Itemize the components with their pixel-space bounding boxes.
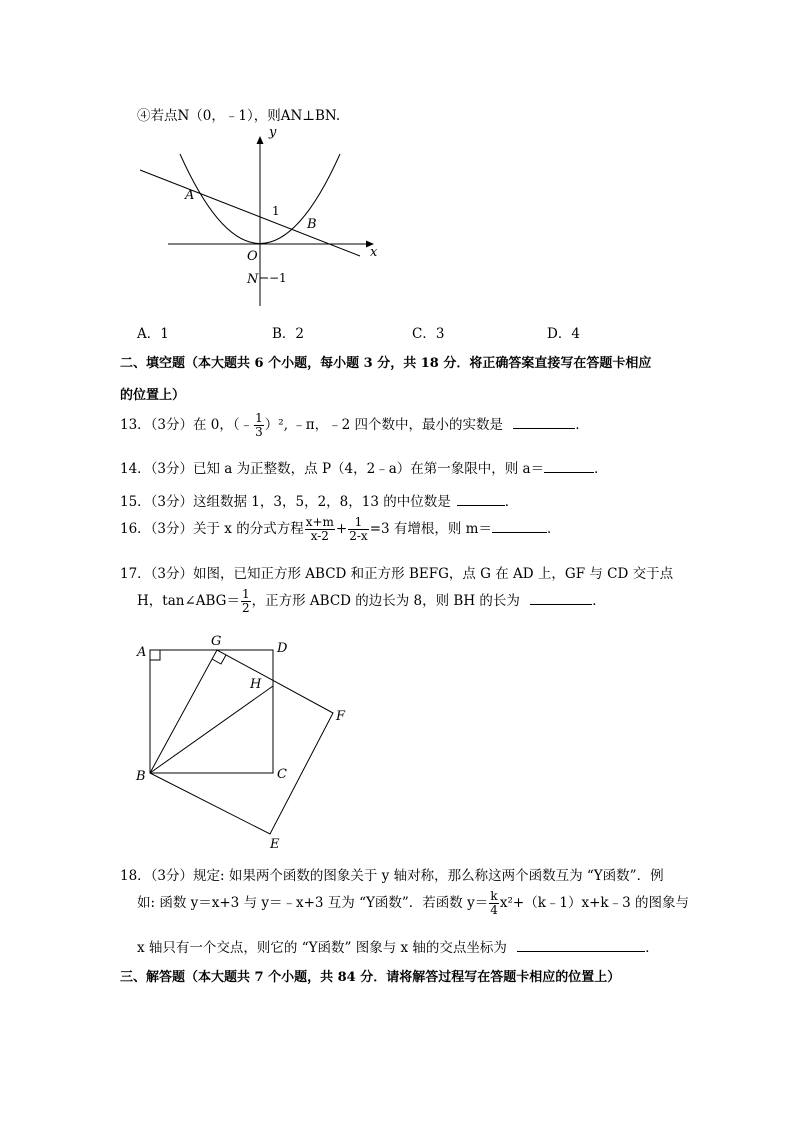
point-n-label: N (247, 272, 259, 287)
q13-prefix: 13．（3分）在 0，（﹣ (120, 417, 254, 433)
q16-f1-num: x+m (305, 515, 334, 529)
question-16 (120, 516, 561, 543)
q16-f2-num: 1 (348, 516, 368, 530)
q17-fraction (241, 588, 251, 615)
q13-frac-num: 1 (255, 411, 263, 425)
q17-line2-prefix: H，tan∠ABG＝ (137, 593, 240, 609)
tick-one-label: 1 (272, 204, 280, 218)
q16-end: ． (547, 521, 561, 537)
question-18-line3 (137, 936, 659, 956)
segment-bh (150, 686, 273, 773)
q13-fraction (254, 412, 264, 439)
option-d: D．4 (547, 326, 580, 342)
q13-end: ． (575, 417, 589, 433)
y-label: y (269, 128, 277, 140)
label-e: E (270, 837, 280, 852)
q18-frac-den: 4 (490, 903, 498, 917)
q17-line1: 17．（3分）如图，已知正方形 ABCD 和正方形 BEFG，点 G 在 AD 上，GF 与 CD 交于点 (120, 566, 674, 582)
label-d: D (277, 641, 288, 656)
q17-frac-num: 1 (241, 587, 250, 601)
q13-frac-den: 3 (255, 425, 263, 439)
q17-end: ． (592, 593, 606, 609)
label-g: G (211, 634, 222, 649)
label-b: B (136, 769, 146, 784)
section3-heading: 三、解答题（本大题共 7 个小题，共 84 分．请将解答过程写在答题卡相应的位置上） (120, 970, 621, 985)
option-b: B．2 (272, 326, 305, 342)
answer-blank-14[interactable] (544, 460, 594, 473)
q17-line2-suffix: ，正方形 ABCD 的边长为 8，则 BH 的长为 (251, 593, 520, 609)
label-c: C (277, 767, 287, 782)
y-axis-arrow (257, 136, 264, 144)
q16-fraction-1 (305, 516, 335, 543)
x-label: x (370, 245, 378, 260)
right-angle-a (150, 650, 160, 660)
label-h: H (250, 677, 262, 692)
tick-neg-one-label: −1 (269, 271, 287, 285)
question-14 (120, 457, 608, 477)
squares-figure (130, 630, 360, 855)
option-c: C．3 (412, 326, 445, 342)
point-b-label: B (307, 217, 317, 232)
square-befg (150, 650, 333, 834)
section2-heading-line2: 的位置上） (120, 388, 186, 403)
q18-line1: 18．（3分）规定: 如果两个函数的图象关于 y 轴对称，那么称这两个函数互为 “Y函数”．例 (120, 868, 664, 884)
q16-f1-den: x-2 (310, 529, 329, 543)
q16-plus: + (335, 521, 348, 537)
q16-prefix: 16．（3分）关于 x 的分式方程 (120, 521, 304, 537)
label-f: F (336, 709, 346, 724)
line-ab (140, 170, 360, 256)
answer-blank-16[interactable] (492, 520, 547, 533)
parabola-graph (130, 128, 390, 313)
q18-line2-prefix: 如: 函数 y＝x+3 与 y＝﹣x+3 互为 “Y函数”．若函数 y＝ (137, 895, 489, 911)
question-17-line2 (137, 588, 606, 615)
q16-f2-den: 2-x (349, 529, 368, 543)
square-abcd (150, 650, 273, 773)
answer-blank-13[interactable] (513, 416, 575, 429)
q18-end: ． (645, 940, 659, 956)
question-15 (120, 490, 518, 510)
section2-heading-line1: 二、填空题（本大题共 6 个小题，每小题 3 分，共 18 分．将正确答案直接写在答题卡相应 (120, 356, 652, 371)
q16-suffix: =3 有增根，则 m＝ (369, 521, 492, 537)
q18-fraction (489, 890, 499, 917)
q18-frac-num: k (490, 889, 498, 903)
question-18-line2 (137, 890, 689, 917)
label-a: A (137, 645, 147, 660)
q14-end: ． (594, 461, 608, 477)
q18-line2-suffix: x²+（k﹣1）x+k﹣3 的图象与 (499, 895, 689, 911)
origin-label: O (247, 249, 258, 264)
q15-text: 15．（3分）这组数据 1，3，5，2，8，13 的中位数是 (120, 494, 451, 510)
q17-frac-den: 2 (241, 601, 250, 615)
question-13 (120, 412, 589, 439)
q12-statement: ④若点N（0，﹣1），则AN⊥BN. (137, 108, 341, 124)
q18-line3: x 轴只有一个交点，则它的 “Y函数” 图象与 x 轴的交点坐标为 (137, 940, 507, 956)
option-a: A．1 (137, 326, 169, 342)
answer-blank-18[interactable] (517, 939, 645, 952)
point-a-label: A (185, 188, 195, 203)
q16-fraction-2 (348, 516, 368, 543)
q13-suffix: ）², ﹣π，﹣2 四个数中，最小的实数是 (264, 417, 504, 433)
answer-blank-17[interactable] (530, 592, 592, 605)
answer-blank-15[interactable] (457, 493, 505, 506)
q14-text: 14．（3分）已知 a 为正整数，点 P（4，2﹣a）在第一象限中，则 a＝ (120, 461, 545, 477)
q15-end: ． (504, 494, 519, 510)
